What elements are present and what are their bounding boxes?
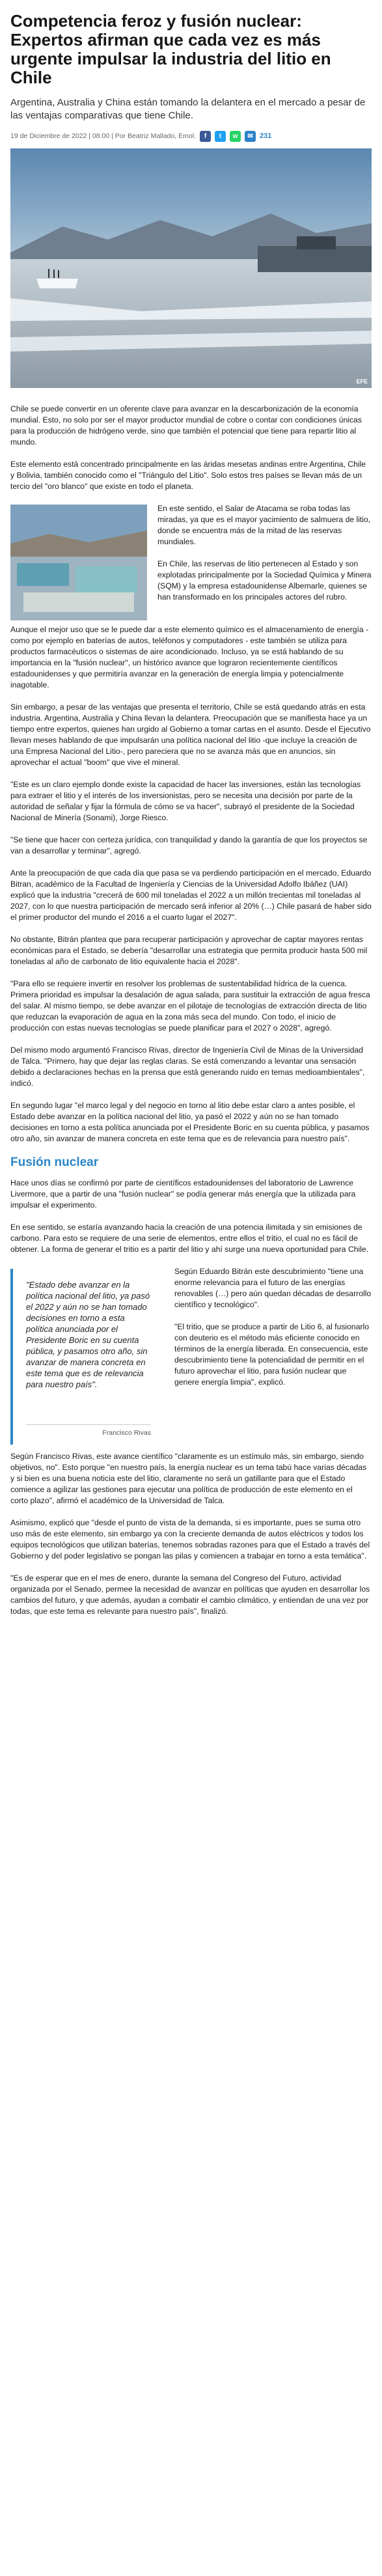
article-title: Competencia feroz y fusión nuclear: Expertos afirman que cada vez es más urgente impulsar la industria del litio en Chile bbox=[10, 11, 331, 87]
salar-photo bbox=[10, 505, 147, 620]
paragraph: En segundo lugar "el marco legal y del negocio en torno al litio debe estar claro a antes posible, el Estado debe avanzar en la política nacional del litio, ya pasó el 2022 y aún no se han tomado decisiones en torno a esta política anunciada por el Presidente Boric en su cuenta pública, y pasamos otro año, sin avanzar de manera concreta en este tema que es de relevancia para nuestro país". bbox=[10, 1101, 370, 1143]
pull-quote-divider bbox=[26, 1424, 151, 1425]
paragraph: En ese sentido, se estaría avanzando hacia la creación de una potencia ilimitada y sin emisiones de carbono. Para esto se requiere de una serie de elementos, entre ellos el tritio, el cual no es fácil de obtener. La forma de generar el tritio es a partir del litio y ahí surge una nueva oportunidad para Chile. bbox=[10, 1223, 369, 1254]
paragraph: "Este es un claro ejemplo donde existe la capacidad de hacer las inversiones, están las tecnologías para extraer el litio y el interés de los inversionistas, pero se necesita una decisión por parte de la autoridad de señalar y fijar la fórmula de cómo se va hacer", subrayó el presidente de la Sociedad Nacional de Minería (Sonami), Jorge Riesco. bbox=[10, 780, 361, 822]
salar-aerial-image bbox=[10, 505, 147, 620]
paragraph: En este sentido, el Salar de Atacama se roba todas las miradas, ya que es el mayor yacimiento de salmuera de litio, donde se encuentra más de la mitad de las reservas mundiales. bbox=[157, 504, 371, 546]
pull-quote-author: Francisco Rivas bbox=[102, 1429, 151, 1437]
paragraph: Este elemento está concentrado principalmente en las áridas mesetas andinas entre Argentina, Chile y Bolivia, también conocido como el "Triángulo del Litio". Solo estos tres países se llevan más de un tercio del "oro blanco" que existe en todo el planeta. bbox=[10, 460, 366, 491]
paragraph: En Chile, las reservas de litio pertenecen al Estado y son explotadas principalmente por la Sociedad Química y Minera (SQM) y la empresa estadounidense Albemarle, quienes se han transformado en los principales actores del rubro. bbox=[157, 559, 372, 602]
hero-image bbox=[10, 148, 372, 388]
paragraph: Según Eduardo Bitrán este descubrimiento "tiene una enorme relevancia para el futuro de las energías renovables (…) pero aún quedan décadas de desarrollo científico y tecnológico". bbox=[174, 1267, 372, 1309]
paragraph: No obstante, Bitrán plantea que para recuperar participación y aprovechar de captar mayores rentas económicas para el Estado, se debería "desarrollar una estrategia que permita producir hasta 500 mil toneladas al año de carbonato de litio equivalente hacia el 2028". bbox=[10, 935, 368, 966]
comments-count[interactable]: 231 bbox=[260, 132, 272, 140]
comments-icon[interactable]: ✉ bbox=[245, 131, 256, 142]
photo-credit: EFE bbox=[356, 378, 368, 385]
article-subtitle: Argentina, Australia y China están tomando la delantera en el mercado a pesar de las ventajas comparativas que tiene Chile. bbox=[10, 97, 366, 121]
paragraph: "Se tiene que hacer con certeza jurídica, con tranquilidad y dando la garantía de que los proyectos se van a desarrollar y terminar", agregó. bbox=[10, 835, 368, 855]
paragraph: Aunque el mejor uso que se le puede dar a este elemento químico es el almacenamiento de energía - como por ejemplo en baterías de autos, teléfonos y computadores - este también se utiliza para productos farmacéuticos o sistemas de aire acondicionado. Incluso, ya se está hablando de su importancia en la "fusión nuclear", un histórico avance que lograron recientemente científicos estadounidenses y que permitiría avanzar en la generación de energía limpia y potencialmente inagotable. bbox=[10, 625, 369, 689]
salt-flat-photo bbox=[10, 148, 372, 388]
pull-quote-text: "Estado debe avanzar en la política nacional del litio, ya pasó el 2022 y aún no se han tomado decisiones en torno a esta política anunciada por el Presidente Boric en su cuenta pública, y pasamos otro año, sin avanzar de manera concreta en este tema que es de relevancia para nuestro país". bbox=[26, 1280, 150, 1389]
paragraph: "El tritio, que se produce a partir de Litio 6, al fusionarlo con deuterio es el método más eficiente conocido en términos de la energía liberada. En consecuencia, este descubrimiento tiene la potencialidad de permitir en el futuro aprovechar el litio, para fusión nuclear que genere energía limpia", explicó. bbox=[174, 1322, 370, 1387]
pull-quote bbox=[10, 1269, 161, 1445]
article-date-author: 19 de Diciembre de 2022 | 08:00 | Por Beatriz Mallado, Emol. bbox=[10, 132, 197, 140]
paragraph: "Para ello se requiere invertir en resolver los problemas de sustentabilidad hídrica de la cuenca. Primera prioridad es impulsar la desalación de agua salada, para sustituir la extracción de agua fresca del salar. Al mismo tiempo, se debe avanzar en el pilotaje de tecnologías de extracción directa de litio que reduzcan la evaporación de agua en la zona más seca del mundo. Con todo, el inicio de producción con estas nuevas tecnologías se puede planificar para el 2027 o 2028", agregó. bbox=[10, 979, 370, 1032]
paragraph: Chile se puede convertir en un oferente clave para avanzar en la descarbonización de la economía mundial. Esto, no solo por ser el mayor productor mundial de cobre o contar con condiciones únicas para la producción de hidrógeno verde, sino que también el potencial que tiene para repartir litio al mundo. bbox=[10, 404, 362, 447]
paragraph: Hace unos días se confirmó por parte de científicos estadounidenses del laboratorio de Lawrence Livermore, que a partir de una "fusión nuclear" se podía generar más energía que la utilizada para impulsar el experimento. bbox=[10, 1178, 356, 1210]
article-meta bbox=[10, 129, 372, 143]
twitter-share-icon[interactable]: t bbox=[215, 131, 226, 142]
paragraph: Asimismo, explicó que "desde el punto de vista de la demanda, si es importante, pues se suma otro uso más de este elemento, sin embargo ya con la creciente demanda de autos eléctricos y todos los equipos tecnológicos que utilizan baterías, tenemos sobradas razones para que el Estado a través del Gobierno y del poder legislativo se pongan las pilas y comiencen a trabajar en torno a esta temática". bbox=[10, 1518, 370, 1560]
whatsapp-share-icon[interactable]: w bbox=[230, 131, 241, 142]
paragraph: Según Francisco Rivas, este avance científico "claramente es un estímulo más, sin embargo, siendo objetivos, no". Esto porque "en nuestro país, la energía nuclear es un tema tabú hace varias décadas y si bien es una buena noticia este del litio, claramente no será un gatillante para que el Estado comience a agilizar las gestiones para ejecutar una política de producción de este elemento en el corto plazo", afirmó el académico de la Universidad de Talca. bbox=[10, 1452, 367, 1505]
section-heading: Fusión nuclear bbox=[10, 1156, 99, 1169]
paragraph: Ante la preocupación de que cada día que pasa se va perdiendo participación en el mercado, Eduardo Bitran, académico de la Facultad de Ingeniería y Ciencias de la Universidad Adolfo Ibáñez (UAI) explicó que la industria "crecerá de 600 mil toneladas el 2022 a un millón trecientas mil toneladas al 2027, con lo que nuestra participación de mercado será inferior al 20% (…) Chile pasará de haber sido el primer productor del mundo el 2016 a el cuarto lugar el 2027". bbox=[10, 868, 372, 922]
paragraph: Del mismo modo argumentó Francisco Rivas, director de Ingeniería Civil de Minas de la Universidad de Talca. "Primero, hay que dejar las reglas claras. Se está comenzando a levantar una sensación debido a declaraciones hechas en la prensa que está generando ruido en temas medioambientales", indicó. bbox=[10, 1046, 365, 1088]
facebook-share-icon[interactable]: f bbox=[200, 131, 211, 142]
paragraph: Sin embargo, a pesar de las ventajas que presenta el territorio, Chile se está quedando atrás en esta industria. Argentina, Australia y China llevan la delantera. Preocupación que se manifiesta hace ya un tiempo entre expertos, quienes han urgido al Gobierno a tomar cartas en el asunto. Desde el Ejecutivo llevan meses hablando de que impulsarán una política nacional del litio -que incluye la creación de una Empresa Nacional del Litio-, pero pareciera que no se avanza más que en anuncios, sin aprovechar el actual "boom" que vive el mineral. bbox=[10, 702, 371, 767]
paragraph: "Es de esperar que en el mes de enero, durante la semana del Congreso del Futuro, actividad organizada por el Senado, permee la necesidad de avanzar en políticas que ayuden en desarrollar los cambios del futuro, y que además, ayudan a combatir el cambio climático, y entiendan de una vez por todas, que este tema es relevante para nuestro país", finalizó. bbox=[10, 1573, 370, 1616]
